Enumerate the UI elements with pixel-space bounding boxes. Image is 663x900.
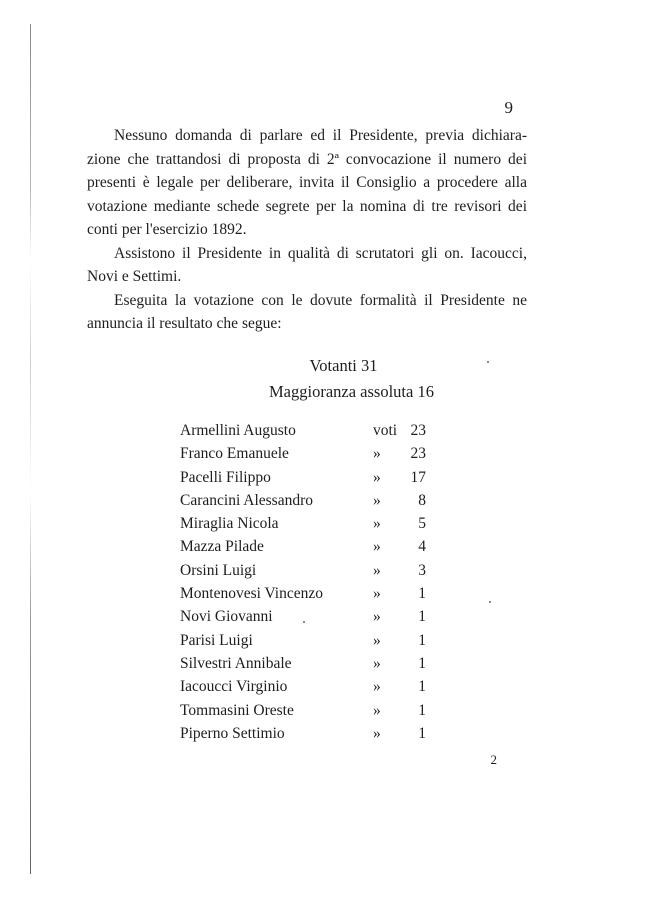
maggioranza-heading: Maggioranza assoluta 16 [269,382,434,401]
result-row [180,582,430,605]
paragraph-2: Assistono il Presidente in qualità di scrutatori gli on. Iacoucci, Novi e Settimi. [87,244,527,285]
signature-mark: 2 [490,752,497,767]
vote-count: 1 [418,585,426,603]
vote-count: 1 [418,631,426,649]
paragraph-3: Eseguita la votazione con le dovute formalità il Presidente ne annuncia il resultato che segue: [87,291,527,332]
result-row [180,722,430,745]
candidate-name: Carancini Alessandro [180,491,314,509]
candidate-name: Armellini Augusto [180,422,296,439]
result-row [180,489,430,512]
votes-marker: » [373,585,381,603]
candidate-name: Tommasini Oreste [180,701,294,719]
candidate-name: Pacelli Filippo [180,468,271,486]
votes-marker: » [373,654,381,672]
votes-marker: » [373,701,381,719]
candidate-name: Mazza Pilade [180,538,264,556]
paragraph-1-first-line: Nessuno domanda di parlare ed il Presidente, previa dichiara- [114,127,527,144]
candidate-name: Parisi Luigi [180,631,253,649]
result-row [180,512,430,535]
vote-count: 1 [418,608,426,626]
vote-count: 8 [418,491,426,509]
result-row [180,675,430,698]
vote-count: 17 [410,468,426,486]
vote-count: 23 [410,422,426,439]
votes-marker: » [373,515,381,533]
result-row [180,605,430,628]
vote-count: 1 [418,724,426,742]
result-row [180,652,430,675]
candidate-name: Piperno Settimio [180,724,285,742]
page-number: 9 [504,98,513,117]
candidate-name: Novi Giovanni [180,608,273,626]
vote-count: 23 [410,445,426,463]
vote-count: 1 [418,701,426,719]
body-text [87,124,527,336]
results-list [180,419,430,745]
votanti-heading: Votanti 31 [309,356,378,375]
result-row [180,629,430,652]
result-row [180,559,430,582]
votes-marker: » [373,538,381,556]
paragraph-1-rest: zione che trattandosi di proposta di 2ª convocazione il numero dei presenti è legale per deliberare, invita il Consiglio a procedere alla votazione mediante schede segrete per la nomina di tre revisori dei conti per l'esercizio 1892. [87,150,527,238]
result-row [180,699,430,722]
paragraph-1 [87,124,527,242]
votes-marker: » [373,491,381,509]
binding-margin-line [30,24,31,874]
ink-speck [489,601,491,603]
candidate-name: Franco Emanuele [180,445,289,463]
result-row [180,442,430,465]
votes-marker: » [373,561,381,579]
result-row [180,419,430,442]
vote-count: 4 [418,538,426,556]
vote-count: 1 [418,678,426,696]
votes-marker: » [373,468,381,486]
votes-marker: » [373,724,381,742]
votes-marker: » [373,608,381,626]
candidate-name: Orsini Luigi [180,561,257,579]
vote-count: 5 [418,515,426,533]
candidate-name: Iacoucci Virginio [180,678,288,696]
votes-marker: voti [373,422,398,439]
votes-marker: » [373,678,381,696]
result-row [180,466,430,489]
vote-count: 3 [418,561,426,579]
vote-count: 1 [418,654,426,672]
candidate-name: Silvestri Annibale [180,654,292,672]
result-row [180,535,430,558]
votes-marker: » [373,445,381,463]
votes-marker: » [373,631,381,649]
candidate-name: Montenovesi Vincenzo [180,585,323,603]
candidate-name: Miraglia Nicola [180,515,279,533]
